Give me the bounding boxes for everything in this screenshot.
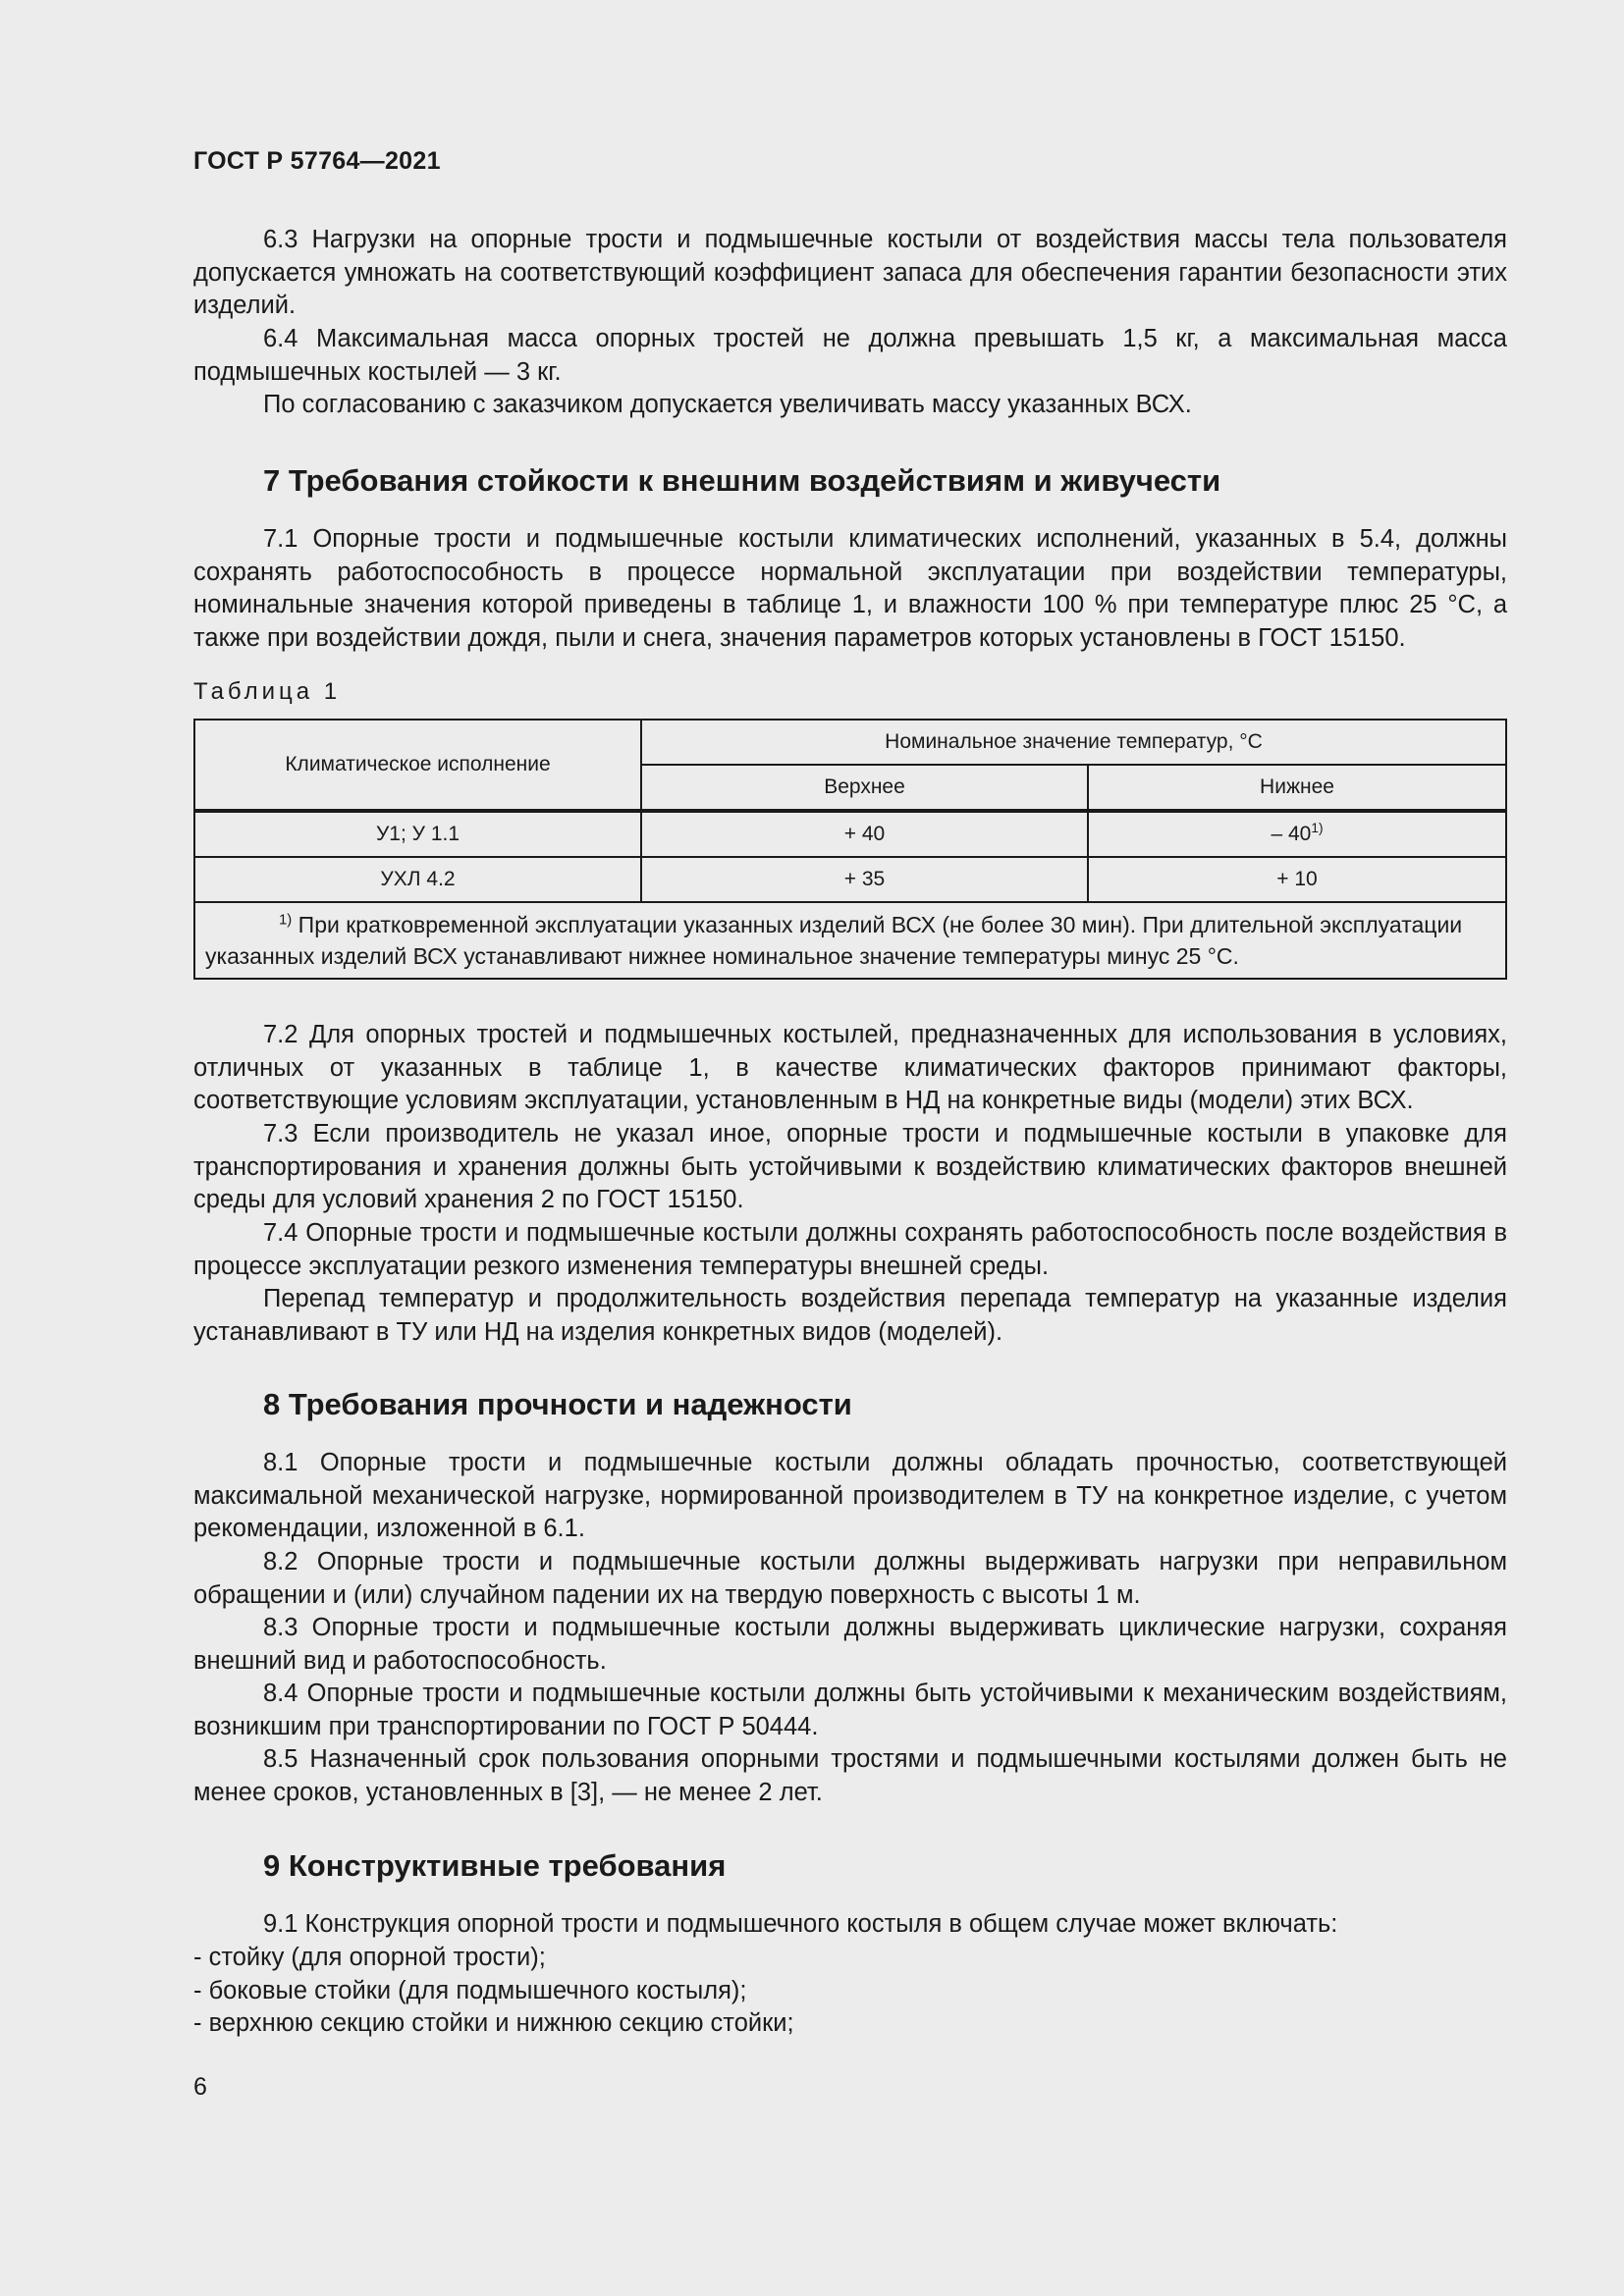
list-item: - стойку (для опорной трости);: [193, 1944, 546, 1971]
document-header: ГОСТ Р 57764—2021: [193, 147, 441, 175]
paragraph-9-1: 9.1 Конструкция опорной трости и подмышечного костыля в общем случае может включать:: [263, 1910, 1338, 1938]
footnote-ref: 1): [1311, 821, 1324, 835]
paragraph-8-2: 8.2 Опорные трости и подмышечные костыли должны выдерживать нагрузки при неправильном обращении и (или) случайном падении их на твердую поверхность с высоты 1 м.: [193, 1548, 1507, 1609]
page-number: 6: [193, 2073, 207, 2101]
section-7-heading: 7 Требования стойкости к внешним воздействиям и живучести: [263, 463, 1221, 498]
paragraph-7-3: 7.3 Если производитель не указал иное, опорные трости и подмышечные костыли в упаковке для транспортирования и хранения должны быть устойчивыми к воздействию климатических факторов внешней среды для условий хранения 2 по ГОСТ 15150.: [193, 1120, 1507, 1213]
paragraph-8-5: 8.5 Назначенный срок пользования опорными тростями и подмышечными костылями должен быть не менее сроков, установленных в [3], — не менее 2 лет.: [193, 1745, 1507, 1806]
paragraph-7-4: 7.4 Опорные трости и подмышечные костыли должны сохранять работоспособность после воздействия в процессе эксплуатации резкого изменения температуры внешней среды.: [193, 1219, 1507, 1280]
table-cell-value: – 40: [1271, 823, 1312, 845]
paragraph-7-1: 7.1 Опорные трости и подмышечные костыли климатических исполнений, указанных в 5.4, должны сохранять работоспособность в процессе нормальной эксплуатации при воздействии температуры, номинальные значения которой приведены в таблице 1, и влажности 100 % при температуре плюс 25 °С, а также при воздействии дождя, пыли и снега, значения параметров которых установлены в ГОСТ 15150.: [193, 525, 1507, 652]
table-cell: У1; У 1.1: [194, 811, 641, 857]
section-9-heading: 9 Конструктивные требования: [263, 1848, 727, 1883]
table-footnote: [194, 902, 1506, 979]
table-header-climate: Климатическое исполнение: [194, 720, 641, 811]
table-cell: [1088, 811, 1506, 857]
footnote-mark: 1): [279, 911, 293, 929]
table-row: [194, 857, 1506, 902]
table-cell: + 10: [1088, 857, 1506, 902]
table-header-lower: Нижнее: [1088, 765, 1506, 811]
list-item: - верхнюю секцию стойки и нижнюю секцию стойки;: [193, 2009, 794, 2037]
table-header-group: Номинальное значение температур, °С: [641, 720, 1506, 765]
paragraph-8-3: 8.3 Опорные трости и подмышечные костыли должны выдерживать циклические нагрузки, сохраняя внешний вид и работоспособность.: [193, 1614, 1507, 1675]
section-8-heading: 8 Требования прочности и надежности: [263, 1387, 852, 1421]
table-cell: + 35: [641, 857, 1088, 902]
list-item: - боковые стойки (для подмышечного костыля);: [193, 1976, 747, 2004]
paragraph-7-2: 7.2 Для опорных тростей и подмышечных костылей, предназначенных для использования в условиях, отличных от указанных в таблице 1, в качестве климатических факторов принимают факторы, соответствующие условиям эксплуатации, установленным в НД на конкретные виды (модели) этих ВСХ.: [193, 1021, 1507, 1114]
paragraph-8-1: 8.1 Опорные трости и подмышечные костыли должны обладать прочностью, соответствующей максимальной механической нагрузке, нормированной производителем в ТУ на конкретное изделие, с учетом рекомендации, изложенной в 6.1.: [193, 1449, 1507, 1542]
climate-table: [193, 719, 1507, 980]
construction-list: [193, 1942, 1507, 2041]
footnote-text: При кратковременной эксплуатации указанных изделий ВСХ (не более 30 мин). При длительной эксплуатации указанных изделий ВСХ устанавливают нижнее номинальное значение температуры минус 25 °С.: [205, 912, 1463, 969]
table-header-upper: Верхнее: [641, 765, 1088, 811]
paragraph-6-4: 6.4 Максимальная масса опорных тростей не должна превышать 1,5 кг, а максимальная масса подмышечных костылей — 3 кг.: [193, 325, 1507, 386]
paragraph-8-4: 8.4 Опорные трости и подмышечные костыли должны быть устойчивыми к механическим воздействиям, возникшим при транспортировании по ГОСТ Р 50444.: [193, 1680, 1507, 1740]
paragraph-6-3: 6.3 Нагрузки на опорные трости и подмышечные костыли от воздействия массы тела пользователя допускается умножать на соответствующий коэффициент запаса для обеспечения гарантии безопасности этих изделий.: [193, 226, 1507, 319]
table-caption: Таблица 1: [193, 678, 342, 705]
paragraph-6-4-note: По согласованию с заказчиком допускается увеличивать массу указанных ВСХ.: [263, 391, 1192, 418]
table-cell: + 40: [641, 811, 1088, 857]
paragraph-7-4-note: Перепад температур и продолжительность воздействия перепада температур на указанные изделия устанавливают в ТУ или НД на изделия конкретных видов (моделей).: [193, 1285, 1507, 1346]
table-cell: УХЛ 4.2: [194, 857, 641, 902]
table-row: [194, 811, 1506, 857]
